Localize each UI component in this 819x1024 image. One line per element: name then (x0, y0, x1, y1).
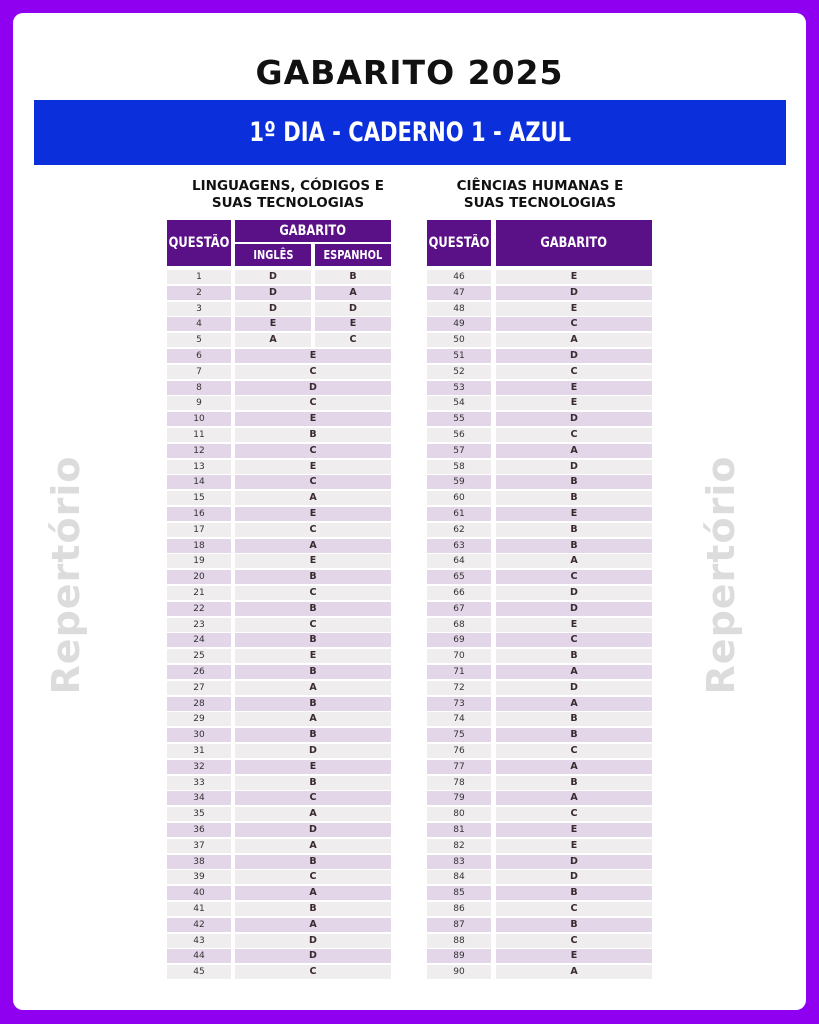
question-number: 11 (167, 428, 231, 442)
question-number: 86 (427, 902, 491, 916)
question-number: 82 (427, 839, 491, 853)
question-number: 85 (427, 886, 491, 900)
question-number: 51 (427, 349, 491, 363)
answer-letter: E (496, 270, 652, 284)
question-number: 23 (167, 618, 231, 632)
answer-letter: D (496, 870, 652, 884)
table-row (167, 539, 391, 553)
question-number: 3 (167, 302, 231, 316)
table-row (427, 302, 652, 316)
question-number: 12 (167, 444, 231, 458)
answer-letter: C (235, 586, 391, 600)
answer-letter: B (235, 728, 391, 742)
table-row (427, 381, 652, 395)
answer-letter: A (496, 333, 652, 347)
question-number: 6 (167, 349, 231, 363)
table-row (167, 791, 391, 805)
table-row (427, 317, 652, 331)
question-number: 2 (167, 286, 231, 300)
question-number: 55 (427, 412, 491, 426)
question-number: 9 (167, 396, 231, 410)
answer-letter: A (235, 839, 391, 853)
answer-letter: D (496, 586, 652, 600)
table-row (427, 633, 652, 647)
table-row (167, 428, 391, 442)
table-row (167, 491, 391, 505)
left-header-espanhol: ESPANHOL (315, 244, 391, 266)
answer-letter: B (235, 902, 391, 916)
answer-letter: C (235, 523, 391, 537)
answer-letter: C (235, 475, 391, 489)
table-row (167, 349, 391, 363)
question-number: 44 (167, 949, 231, 963)
question-number: 52 (427, 365, 491, 379)
question-number: 45 (167, 965, 231, 979)
answer-letter: E (496, 823, 652, 837)
answer-letter: E (496, 949, 652, 963)
answer-letter: C (235, 870, 391, 884)
question-number: 38 (167, 855, 231, 869)
answer-letter: B (235, 570, 391, 584)
table-row (427, 776, 652, 790)
table-row (167, 523, 391, 537)
table-row (427, 570, 652, 584)
table-row (427, 712, 652, 726)
table-row (167, 918, 391, 932)
table-row (167, 602, 391, 616)
question-number: 18 (167, 539, 231, 553)
question-number: 78 (427, 776, 491, 790)
question-number: 80 (427, 807, 491, 821)
question-number: 16 (167, 507, 231, 521)
question-number: 27 (167, 681, 231, 695)
answer-letter: C (496, 934, 652, 948)
question-number: 14 (167, 475, 231, 489)
answer-letter: C (235, 396, 391, 410)
answer-letter: B (496, 475, 652, 489)
answer-letter: C (235, 444, 391, 458)
question-number: 21 (167, 586, 231, 600)
answer-letter: E (496, 396, 652, 410)
table-row (427, 807, 652, 821)
question-number: 39 (167, 870, 231, 884)
watermark-left: Repertório (44, 455, 88, 695)
question-number: 37 (167, 839, 231, 853)
answer-letter: A (496, 697, 652, 711)
table-row (167, 475, 391, 489)
answer-espanhol: C (315, 333, 391, 347)
answer-letter: B (235, 428, 391, 442)
table-row (427, 665, 652, 679)
answer-letter: A (235, 539, 391, 553)
question-number: 83 (427, 855, 491, 869)
answer-letter: B (496, 491, 652, 505)
answer-letter: C (496, 317, 652, 331)
answer-letter: A (496, 444, 652, 458)
answer-letter: A (496, 965, 652, 979)
answer-letter: B (235, 665, 391, 679)
question-number: 34 (167, 791, 231, 805)
answer-letter: C (496, 365, 652, 379)
table-row (427, 681, 652, 695)
table-row (427, 286, 652, 300)
table-row (427, 949, 652, 963)
table-row (167, 396, 391, 410)
table-row (427, 965, 652, 979)
answer-letter: D (496, 460, 652, 474)
answer-letter: A (496, 760, 652, 774)
question-number: 74 (427, 712, 491, 726)
question-number: 42 (167, 918, 231, 932)
question-number: 60 (427, 491, 491, 505)
answer-ingles: D (235, 302, 311, 316)
question-number: 56 (427, 428, 491, 442)
answer-key-card (13, 13, 806, 1010)
question-number: 70 (427, 649, 491, 663)
table-row (427, 855, 652, 869)
table-row (167, 618, 391, 632)
answer-letter: A (235, 681, 391, 695)
question-number: 71 (427, 665, 491, 679)
table-row (167, 412, 391, 426)
table-row (167, 934, 391, 948)
watermark-right: Repertório (699, 455, 743, 695)
answer-letter: A (496, 791, 652, 805)
right-header-gabarito: GABARITO (496, 220, 652, 266)
question-number: 77 (427, 760, 491, 774)
table-row (427, 602, 652, 616)
answer-letter: C (235, 365, 391, 379)
table-row (427, 760, 652, 774)
answer-letter: D (496, 286, 652, 300)
table-row (427, 728, 652, 742)
question-number: 19 (167, 554, 231, 568)
answer-letter: E (496, 839, 652, 853)
answer-letter: A (235, 807, 391, 821)
table-row (167, 365, 391, 379)
question-number: 69 (427, 633, 491, 647)
question-number: 64 (427, 554, 491, 568)
table-row (167, 949, 391, 963)
answer-ingles: E (235, 317, 311, 331)
table-row (427, 475, 652, 489)
question-number: 15 (167, 491, 231, 505)
question-number: 33 (167, 776, 231, 790)
answer-letter: B (235, 776, 391, 790)
question-number: 32 (167, 760, 231, 774)
answer-letter: E (235, 507, 391, 521)
answer-letter: D (496, 855, 652, 869)
answer-letter: C (496, 744, 652, 758)
question-number: 10 (167, 412, 231, 426)
answer-letter: E (235, 760, 391, 774)
table-row (427, 491, 652, 505)
question-number: 25 (167, 649, 231, 663)
question-number: 24 (167, 633, 231, 647)
table-row (427, 839, 652, 853)
answer-letter: A (235, 886, 391, 900)
answer-letter: B (235, 602, 391, 616)
table-row (427, 412, 652, 426)
right-area-title: CIÊNCIAS HUMANAS E SUAS TECNOLOGIAS (456, 178, 624, 211)
right-answer-list (427, 270, 652, 980)
question-number: 41 (167, 902, 231, 916)
answer-letter: D (235, 381, 391, 395)
answer-letter: D (496, 412, 652, 426)
question-number: 89 (427, 949, 491, 963)
right-header-questao: QUESTÃO (427, 220, 491, 266)
answer-letter: C (496, 428, 652, 442)
answer-letter: B (235, 633, 391, 647)
answer-letter: C (235, 965, 391, 979)
answer-letter: B (496, 918, 652, 932)
table-row (427, 333, 652, 347)
question-number: 88 (427, 934, 491, 948)
answer-ingles: D (235, 270, 311, 284)
table-row (167, 586, 391, 600)
question-number: 28 (167, 697, 231, 711)
question-number: 50 (427, 333, 491, 347)
question-number: 35 (167, 807, 231, 821)
table-row (427, 870, 652, 884)
left-header-questao: QUESTÃO (167, 220, 231, 266)
question-number: 54 (427, 396, 491, 410)
question-number: 30 (167, 728, 231, 742)
table-row (167, 728, 391, 742)
answer-letter: E (235, 649, 391, 663)
table-row (167, 381, 391, 395)
question-number: 81 (427, 823, 491, 837)
table-row (167, 807, 391, 821)
answer-letter: D (235, 744, 391, 758)
table-row (427, 902, 652, 916)
table-row (167, 902, 391, 916)
table-row (427, 586, 652, 600)
question-number: 58 (427, 460, 491, 474)
answer-letter: D (235, 934, 391, 948)
answer-letter: C (496, 807, 652, 821)
table-row (167, 776, 391, 790)
answer-letter: C (235, 618, 391, 632)
question-number: 90 (427, 965, 491, 979)
table-row (427, 396, 652, 410)
answer-letter: E (496, 302, 652, 316)
answer-letter: C (235, 791, 391, 805)
answer-letter: D (496, 349, 652, 363)
table-row (167, 744, 391, 758)
question-number: 53 (427, 381, 491, 395)
answer-espanhol: B (315, 270, 391, 284)
question-number: 47 (427, 286, 491, 300)
left-area-title: LINGUAGENS, CÓDIGOS E SUAS TECNOLOGIAS (192, 178, 384, 211)
question-number: 8 (167, 381, 231, 395)
table-row (427, 270, 652, 284)
table-row (427, 539, 652, 553)
answer-letter: A (496, 554, 652, 568)
table-row (427, 507, 652, 521)
answer-letter: A (235, 491, 391, 505)
banner-label: 1º DIA - CADERNO 1 - AZUL (249, 117, 571, 148)
question-number: 79 (427, 791, 491, 805)
answer-letter: E (496, 381, 652, 395)
answer-letter: B (496, 649, 652, 663)
question-number: 57 (427, 444, 491, 458)
table-row (427, 554, 652, 568)
table-row (167, 333, 391, 347)
table-row (167, 712, 391, 726)
page-title: GABARITO 2025 (255, 53, 564, 92)
answer-letter: B (496, 523, 652, 537)
question-number: 62 (427, 523, 491, 537)
question-number: 65 (427, 570, 491, 584)
answer-letter: E (235, 554, 391, 568)
question-number: 59 (427, 475, 491, 489)
question-number: 72 (427, 681, 491, 695)
answer-espanhol: D (315, 302, 391, 316)
answer-letter: C (496, 570, 652, 584)
table-row (167, 870, 391, 884)
table-row (167, 681, 391, 695)
table-row (427, 618, 652, 632)
table-row (167, 633, 391, 647)
answer-letter: B (496, 886, 652, 900)
table-row (167, 460, 391, 474)
answer-letter: E (235, 412, 391, 426)
answer-letter: A (235, 712, 391, 726)
question-number: 76 (427, 744, 491, 758)
table-row (427, 365, 652, 379)
question-number: 48 (427, 302, 491, 316)
table-row (427, 823, 652, 837)
answer-letter: D (496, 681, 652, 695)
question-number: 13 (167, 460, 231, 474)
answer-letter: C (496, 633, 652, 647)
question-number: 63 (427, 539, 491, 553)
table-row (167, 697, 391, 711)
table-row (427, 523, 652, 537)
table-row (167, 649, 391, 663)
answer-letter: D (235, 823, 391, 837)
table-row (167, 760, 391, 774)
question-number: 46 (427, 270, 491, 284)
answer-letter: B (235, 697, 391, 711)
question-number: 36 (167, 823, 231, 837)
question-number: 49 (427, 317, 491, 331)
question-number: 29 (167, 712, 231, 726)
answer-letter: C (496, 902, 652, 916)
table-row (167, 507, 391, 521)
answer-letter: D (496, 602, 652, 616)
table-row (427, 918, 652, 932)
table-row (167, 554, 391, 568)
question-number: 66 (427, 586, 491, 600)
question-number: 26 (167, 665, 231, 679)
answer-espanhol: E (315, 317, 391, 331)
table-row (427, 934, 652, 948)
answer-letter: B (235, 855, 391, 869)
question-number: 4 (167, 317, 231, 331)
left-header-ingles: INGLÊS (235, 244, 311, 266)
table-row (167, 855, 391, 869)
table-row (167, 302, 391, 316)
answer-ingles: A (235, 333, 311, 347)
answer-letter: E (496, 507, 652, 521)
answer-letter: E (496, 618, 652, 632)
answer-letter: D (235, 949, 391, 963)
answer-letter: B (496, 728, 652, 742)
question-number: 20 (167, 570, 231, 584)
table-row (167, 823, 391, 837)
question-number: 61 (427, 507, 491, 521)
question-number: 17 (167, 523, 231, 537)
answer-letter: A (496, 665, 652, 679)
table-row (167, 570, 391, 584)
table-row (427, 791, 652, 805)
table-row (167, 839, 391, 853)
answer-letter: B (496, 776, 652, 790)
question-number: 67 (427, 602, 491, 616)
table-row (427, 744, 652, 758)
question-number: 43 (167, 934, 231, 948)
answer-letter: B (496, 712, 652, 726)
table-row (427, 460, 652, 474)
question-number: 75 (427, 728, 491, 742)
question-number: 7 (167, 365, 231, 379)
question-number: 87 (427, 918, 491, 932)
left-answer-list (167, 270, 391, 980)
left-header-gabarito: GABARITO (235, 220, 391, 242)
table-row (427, 697, 652, 711)
table-row (427, 886, 652, 900)
question-number: 31 (167, 744, 231, 758)
table-row (167, 286, 391, 300)
table-row (167, 317, 391, 331)
table-row (427, 444, 652, 458)
table-row (427, 649, 652, 663)
exam-banner (34, 100, 786, 165)
table-row (167, 665, 391, 679)
table-row (167, 965, 391, 979)
question-number: 40 (167, 886, 231, 900)
answer-ingles: D (235, 286, 311, 300)
question-number: 1 (167, 270, 231, 284)
answer-letter: E (235, 460, 391, 474)
question-number: 73 (427, 697, 491, 711)
answer-letter: A (235, 918, 391, 932)
table-row (167, 270, 391, 284)
table-row (427, 349, 652, 363)
question-number: 68 (427, 618, 491, 632)
answer-letter: B (496, 539, 652, 553)
table-row (167, 444, 391, 458)
question-number: 84 (427, 870, 491, 884)
table-row (427, 428, 652, 442)
table-row (167, 886, 391, 900)
question-number: 5 (167, 333, 231, 347)
answer-espanhol: A (315, 286, 391, 300)
answer-letter: E (235, 349, 391, 363)
question-number: 22 (167, 602, 231, 616)
